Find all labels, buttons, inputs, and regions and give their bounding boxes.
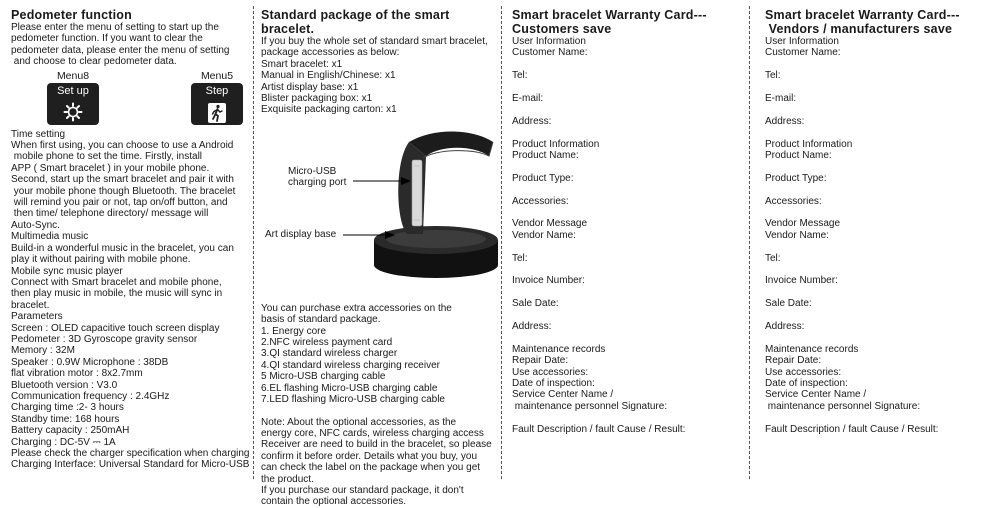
menu-box-text: Set up [57,84,89,97]
form-field-line: Address: [512,320,552,332]
text-line: Please check the charger specification when charging [11,448,250,459]
display-base-callout: Art display base [265,228,337,240]
text-line: pedometer function. If you want to clear the [11,33,203,45]
menu-label: Menu8 [56,69,90,82]
text-line: When first using, you can choose to use a Android [11,140,234,152]
form-field-line: Repair Date: [512,355,569,367]
accessory-item: 4.QI standard wireless charging receiver [261,359,440,371]
section-heading: Mobile sync music player [11,265,123,277]
text-line: Auto-Sync. [11,219,60,231]
form-field-line: Vendor Message [765,218,841,230]
text-line: confirm it before order. Details what you buy, you [261,450,478,462]
form-field-line: Product Type: [765,172,827,184]
form-field-line: Address: [765,320,805,332]
text-line: If you purchase our standard package, it don't [261,484,464,496]
form-field-line: E-mail: [765,93,797,104]
warranty-customer-column [501,0,749,485]
form-field-line [512,184,749,195]
parameter-line: Standby time: 168 hours [11,413,120,425]
form-field-line: Vendor Name: [512,229,576,241]
form-field-line [765,161,1000,172]
package-item: Artist display base: x1 [261,81,359,93]
warranty-customer-title [512,8,749,36]
package-note [261,417,501,508]
form-field-line [512,82,749,93]
title-line: Smart bracelet Warranty Card--- [765,8,960,22]
form-field-line: Sale Date: [512,298,559,310]
text-line: contain the optional accessories. [261,496,407,508]
form-field-line [512,161,749,172]
text-line: can check the label on the package when you get [261,462,481,474]
menu-box [47,83,99,125]
form-field-line [765,332,1000,343]
form-field-line [765,127,1000,138]
warranty-vendor-fields [765,36,1000,435]
form-field-line: Maintenance records [765,343,859,355]
form-field-line: Vendor Name: [765,229,829,241]
parameter-line: Memory : 32M [11,345,75,357]
parameter-line: Pedometer : 3D Gyroscope gravity sensor [11,333,198,345]
usb-port-callout [288,166,346,189]
walking-person-icon [191,102,243,124]
title-line: Customers save [512,22,612,36]
form-field-line [765,412,1000,423]
form-field-line: Tel: [765,70,781,82]
form-field-line [765,207,1000,218]
accessory-item: 1. Energy core [261,325,327,337]
form-field-line: Address: [765,115,805,127]
package-title: Standard package of the smart bracelet. [261,8,450,36]
accessory-item: 5 Micro-USB charging cable [261,371,386,383]
parameter-line: flat vibration motor : 8x2.7mm [11,368,143,380]
form-field-line: E-mail: [512,93,544,104]
menu-icons [47,70,243,125]
parameter-line: Battery capacity : 250mAH [11,425,130,437]
text-line: energy core, NFC cards, wireless charging access [261,427,484,439]
form-field-line: Repair Date: [765,355,822,367]
text-line: then play music in mobile, the music will sync in [11,288,223,300]
form-field-line [512,412,749,423]
text-line: package accessories as below: [261,47,400,59]
bracelet-drawing [261,122,501,282]
form-field-line: Tel: [512,252,528,264]
title-line: Vendors / manufacturers save [765,22,953,36]
form-field-line: Invoice Number: [765,275,838,287]
form-field-line: Sale Date: [765,298,812,310]
form-field-line: Product Type: [512,172,574,184]
package-item: Exquisite packaging carton: x1 [261,104,397,116]
form-field-line: User Information [512,36,586,47]
accessory-item: 7.LED flashing Micro-USB charging cable [261,394,445,406]
text-line: Connect with Smart bracelet and mobile phone, [11,276,222,288]
package-intro [261,36,501,116]
text-line: the product. [261,473,314,485]
menu-box-text: Step [205,84,229,97]
menu-box [191,83,243,125]
parameter-line: Communication frequency : 2.4GHz [11,390,170,402]
parameter-line: Bluetooth version : V3.0 [11,379,118,391]
form-field-line [512,127,749,138]
form-field-line [765,82,1000,93]
form-field-line [765,241,1000,252]
accessory-item: 2.NFC wireless payment card [261,337,393,349]
form-field-line: Fault Description / fault Cause / Result: [512,423,686,435]
form-field-line [512,104,749,115]
form-field-line [765,264,1000,275]
pedometer-intro [11,22,253,68]
form-field-line: Product Name: [765,150,832,161]
form-field-line: Vendor Message [512,218,588,230]
warranty-vendor-column [749,0,1000,485]
pedometer-title: Pedometer function [11,8,132,22]
form-field-line [512,310,749,321]
parameter-line: Speaker : 0.9W Microphone : 38DB [11,356,169,368]
form-field-line [512,332,749,343]
accessory-item: 6.EL flashing Micro-USB charging cable [261,382,438,394]
form-field-line [765,184,1000,195]
menu-label: Menu5 [200,69,234,82]
package-column [253,0,501,508]
form-field-line: Date of inspection: [512,378,595,389]
form-field-line [765,59,1000,70]
text-line: Build-in a wonderful music in the bracelet, you can [11,242,234,254]
form-field-line: Maintenance records [512,343,606,355]
form-field-line [765,310,1000,321]
form-field-line [512,241,749,252]
package-item: Smart bracelet: x1 [261,58,343,70]
form-field-line: Customer Name: [512,47,588,59]
form-field-line: Accessories: [512,195,569,207]
warranty-customer-fields [512,36,749,435]
form-field-line: Service Center Name / [512,389,614,401]
text-line: then time/ telephone directory/ message will [11,208,209,220]
menu-setup [47,70,99,125]
section-heading: Multimedia music [11,231,89,243]
form-field-line: Use accessories: [765,366,842,378]
form-field-line [765,287,1000,298]
text-line: Receiver are need to build in the bracelet, so please [261,439,492,451]
form-field-line: Tel: [765,252,781,264]
form-field-line: Fault Description / fault Cause / Result: [765,423,939,435]
parameter-line: Charging : DC-5V ⎓ 1A [11,436,116,448]
text-line: Charging Interface: Universal Standard for Micro-USB [11,459,250,471]
callout-text: charging port [288,177,347,189]
text-line: bracelet. [11,299,50,311]
gear-icon [47,102,99,122]
parameter-line: Screen : OLED capacitive touch screen display [11,322,220,334]
form-field-line: Service Center Name / [765,389,867,401]
text-line: mobile phone to set the time. Firstly, install [11,151,203,163]
text-line: If you buy the whole set of standard smart bracelet, [261,36,488,47]
form-field-line: Address: [512,115,552,127]
text-line: You can purchase extra accessories on the [261,302,452,314]
section-heading: Time setting [11,128,66,140]
form-field-line [512,59,749,70]
text-line: APP ( Smart bracelet ) in your mobile phone. [11,162,210,174]
form-field-line: Product Information [765,138,853,150]
pedometer-column [0,0,253,485]
warranty-vendor-title [765,8,1000,36]
section-heading: Parameters [11,311,63,323]
form-field-line [512,287,749,298]
text-line: Second, start up the smart bracelet and pair it with [11,174,234,186]
title-line: Smart bracelet Warranty Card--- [512,8,707,22]
form-field-line: Accessories: [765,195,822,207]
text-line: Please enter the menu of setting to start up the [11,22,219,33]
text-line: pedometer data, please enter the menu of setting [11,44,230,56]
form-field-line [512,264,749,275]
form-field-line: Invoice Number: [512,275,585,287]
pedometer-body [11,129,253,471]
form-field-line [765,104,1000,115]
text-line: and choose to clear pedometer data. [11,56,177,68]
form-field-line: Use accessories: [512,366,589,378]
package-item: Manual in English/Chinese: x1 [261,70,396,82]
form-field-line: Date of inspection: [765,378,848,389]
package-extras [261,303,501,406]
form-field-line: Product Information [512,138,600,150]
text-line: basis of standard package. [261,314,381,326]
form-field-line: maintenance personnel Signature: [765,400,921,412]
package-item: Blister packaging box: x1 [261,93,373,105]
form-field-line: Product Name: [512,150,579,161]
text-line: your mobile phone though Bluetooth. The bracelet [11,185,236,197]
form-field-line: maintenance personnel Signature: [512,400,668,412]
parameter-line: Charging time :2- 3 hours [11,402,124,414]
menu-step [191,70,243,125]
text-line: will remind you pair or not, tap on/off button, and [11,197,228,209]
form-field-line: User Information [765,36,839,47]
text-line: play it without pairing with mobile phone. [11,254,191,266]
accessory-item: 3.QI standard wireless charger [261,348,398,360]
callout-text: Micro-USB [288,165,337,177]
form-field-line: Tel: [512,70,528,82]
text-line: Note: About the optional accessories, as the [261,416,457,428]
bracelet-illustration [261,122,501,282]
form-field-line [512,207,749,218]
form-field-line: Customer Name: [765,47,841,59]
